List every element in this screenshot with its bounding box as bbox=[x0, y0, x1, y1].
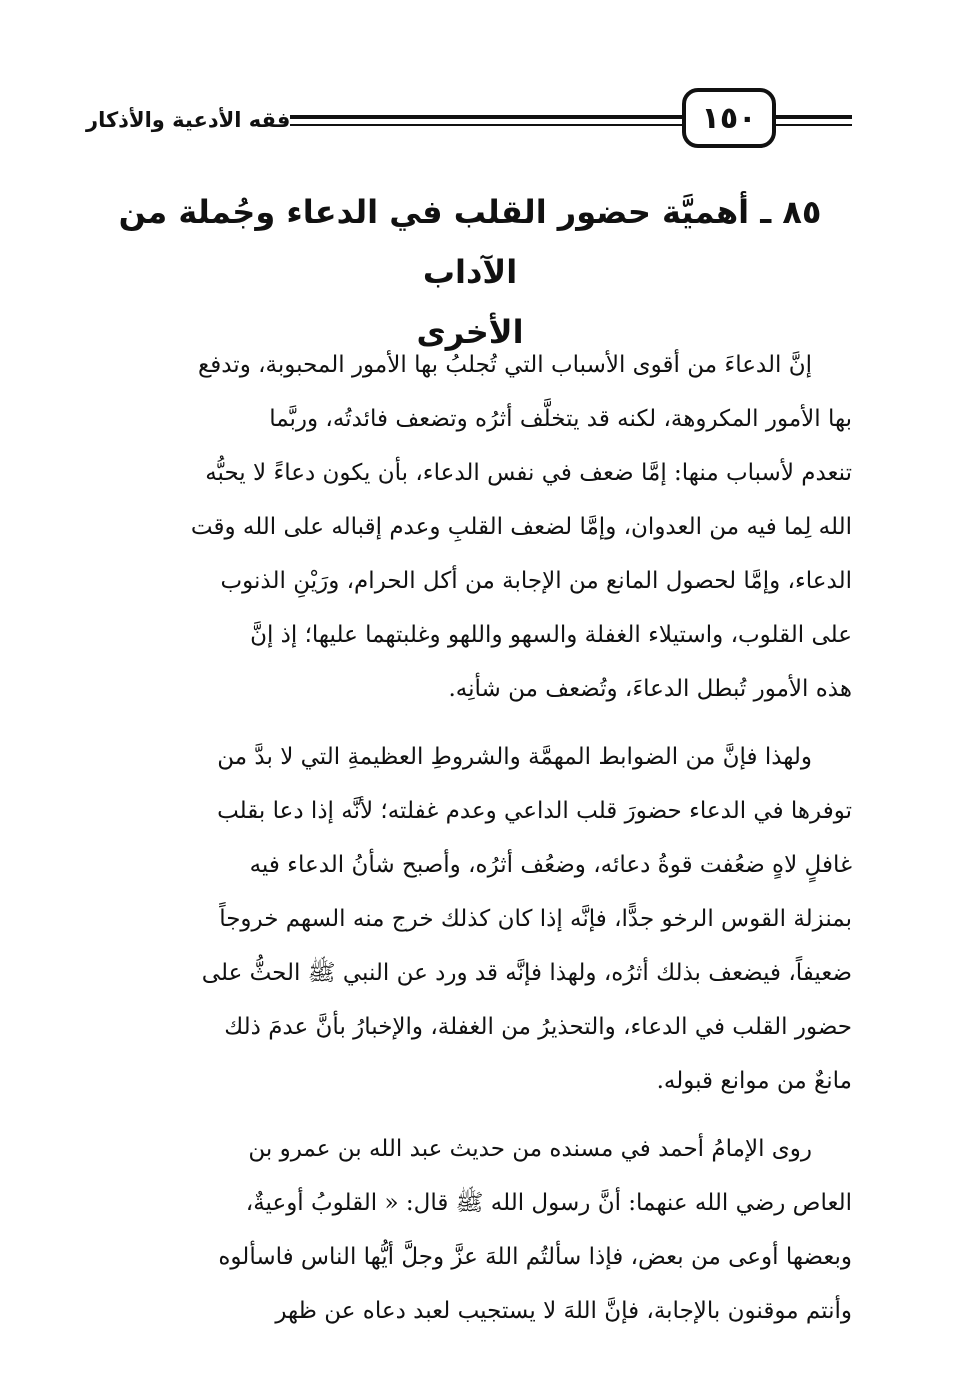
paragraph-1 bbox=[82, 338, 852, 716]
page-header bbox=[82, 82, 852, 168]
book-title: فقه الأدعية والأذكار bbox=[82, 106, 290, 134]
text-line: الدعاء، وإمَّا لحصول المانع من الإجابة من أكل الحرام، ورَيْنِ الذنوب bbox=[220, 568, 852, 594]
text-line: حضور القلب في الدعاء، والتحذيرُ من الغفلة، والإخبارُ بأنَّ عدمَ ذلك bbox=[224, 1014, 852, 1040]
chapter-title-line: الأخرى bbox=[416, 313, 524, 351]
paragraph-2 bbox=[82, 730, 852, 1108]
text-line: هذه الأمور تُبطل الدعاءَ، وتُضعف من شأنِه. bbox=[448, 676, 852, 702]
text-line: غافلٍ لاهٍ ضعُفت قوةُ دعائه، وضعُف أثرُه، وأصبح شأنُ الدعاء فيه bbox=[249, 852, 852, 878]
text-line: ضعيفاً، فيضعف بذلك أثرُه، ولهذا فإنَّه قد ورد عن النبي ﷺ الحثُّ على bbox=[201, 960, 852, 986]
paragraph-3 bbox=[82, 1122, 852, 1338]
text-line: على القلوب، واستيلاء الغفلة والسهو واللهو وغلبتهما عليها؛ إذ إنَّ bbox=[250, 622, 852, 648]
text-line: بها الأمور المكروهة، لكنه قد يتخلَّف أثرُه وتضعف فائدتُه، وربَّما bbox=[269, 406, 852, 432]
text-line: تنعدم لأسباب منها: إمَّا ضعف في نفس الدعاء، بأن يكون دعاءً لا يحبُّه bbox=[205, 460, 852, 486]
text-line: توفرها في الدعاء حضورَ قلب الداعي وعدم غفلته؛ لأنَّه إذا دعا بقلب bbox=[217, 798, 852, 824]
text-line: ولهذا فإنَّ من الضوابط المهمَّة والشروطِ العظيمةِ التي لا بدَّ من bbox=[217, 744, 812, 770]
text-line: وأنتم موقنون بالإجابة، فإنَّ اللهَ لا يستجيب لعبد دعاه عن ظهر bbox=[275, 1298, 852, 1324]
chapter-title-line: ٨٥ ـ أهميَّة حضور القلب في الدعاء وجُملة من الآداب bbox=[118, 193, 822, 291]
text-line: مانعٌ من موانع قبوله. bbox=[656, 1068, 852, 1094]
text-line: الله لِما فيه من العدوان، وإمَّا لضعف القلبِ وعدم إقباله على الله وقت bbox=[190, 514, 852, 540]
text-line: إنَّ الدعاءَ من أقوى الأسباب التي تُجلبُ بها الأمور المحبوبة، وتدفع bbox=[197, 352, 812, 378]
text-line: العاص رضي الله عنهما: أنَّ رسول الله ﷺ قال: « القلوبُ أوعيةٌ، bbox=[245, 1190, 852, 1216]
text-line: بمنزلة القوس الرخو جدًّا، فإنَّه إذا كان كذلك خرج منه السهم خروجاً bbox=[219, 906, 852, 932]
chapter-heading bbox=[80, 182, 860, 362]
text-line: روى الإمامُ أحمد في مسنده من حديث عبد الله بن عمرو بن bbox=[248, 1136, 812, 1162]
page-number: ١٥٠ bbox=[682, 88, 776, 148]
text-line: وبعضها أوعى من بعض، فإذا سألتُم اللهَ عزَّ وجلَّ أيُّها الناس فاسألوه bbox=[218, 1244, 852, 1270]
body-text bbox=[82, 338, 852, 1352]
